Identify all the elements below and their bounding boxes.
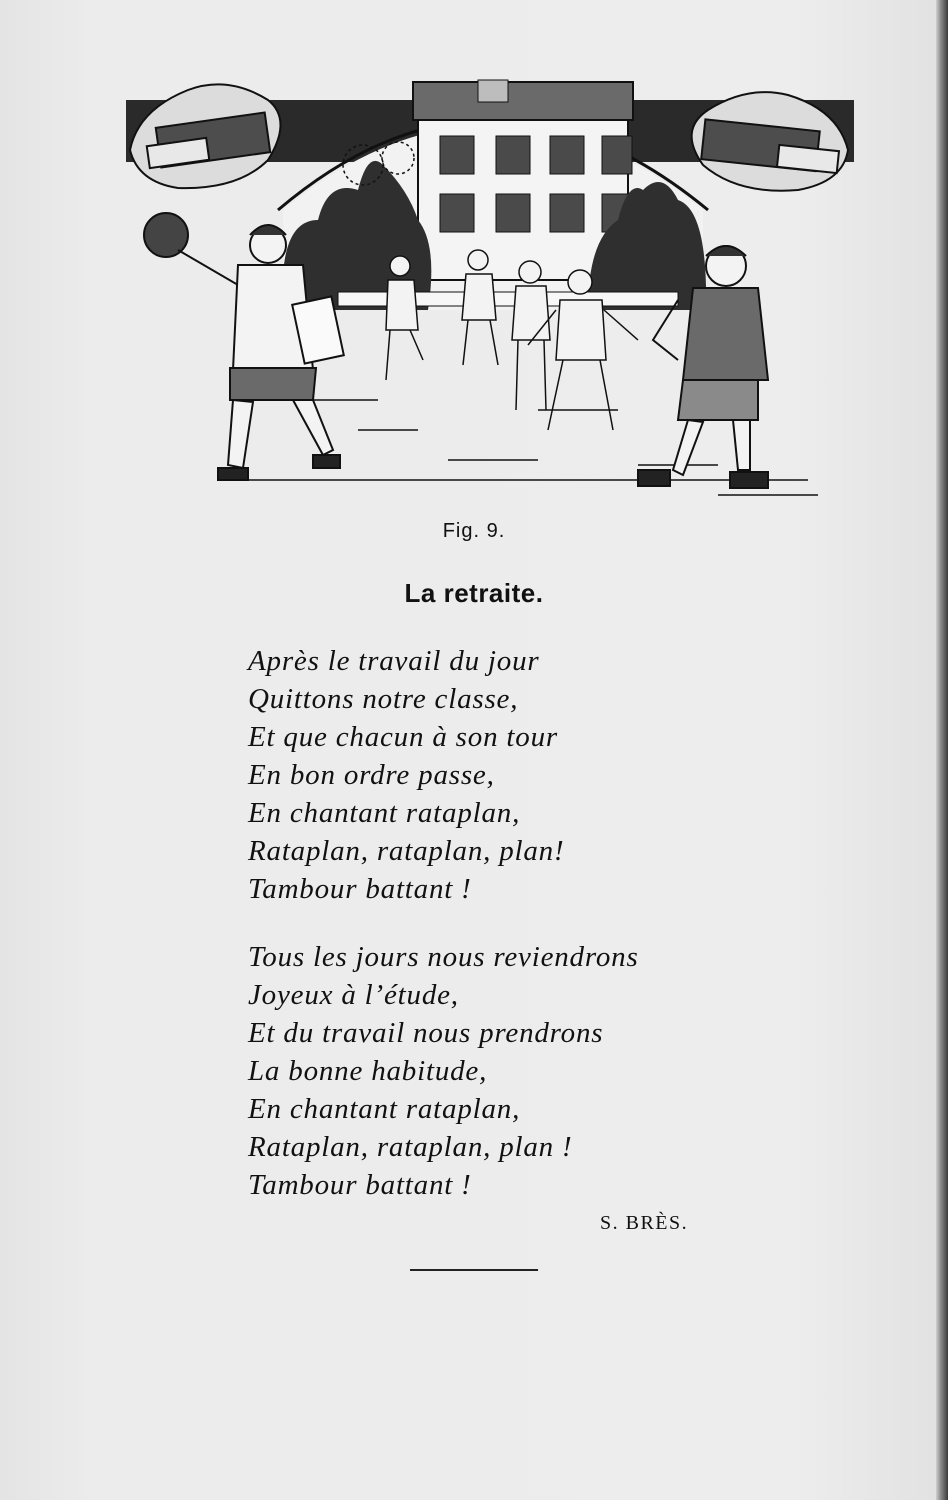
poem-line: Quittons notre classe, (248, 683, 519, 715)
poem-stanza-2 (248, 938, 639, 1204)
poem-line: En chantant rataplan, (248, 797, 521, 829)
poem-line: Tambour battant ! (248, 1169, 472, 1201)
section-divider (410, 1269, 538, 1271)
poem-stanza-1 (248, 642, 564, 908)
schoolyard-illustration (118, 70, 863, 510)
poem-line: Tambour battant ! (248, 873, 472, 905)
figure-caption: Fig. 9. (442, 520, 506, 542)
poem-line: Après le travail du jour (248, 645, 540, 677)
poem-line: Tous les jours nous reviendrons (248, 941, 639, 973)
poem-line: En chantant rataplan, (248, 1093, 521, 1125)
poem-title: La retraite. (404, 578, 544, 608)
poem-line: Et que chacun à son tour (248, 721, 558, 753)
page-edge-shadow (936, 0, 948, 1500)
poem-line: Rataplan, rataplan, plan ! (248, 1131, 573, 1163)
poem-line: La bonne habitude, (248, 1055, 488, 1087)
poem-line: Rataplan, rataplan, plan! (248, 835, 565, 867)
poem-line: Joyeux à l’étude, (248, 979, 459, 1011)
poem-line: En bon ordre passe, (248, 759, 495, 791)
poem-author: S. BRÈS. (600, 1212, 689, 1234)
poem-line: Et du travail nous prendrons (248, 1017, 604, 1049)
